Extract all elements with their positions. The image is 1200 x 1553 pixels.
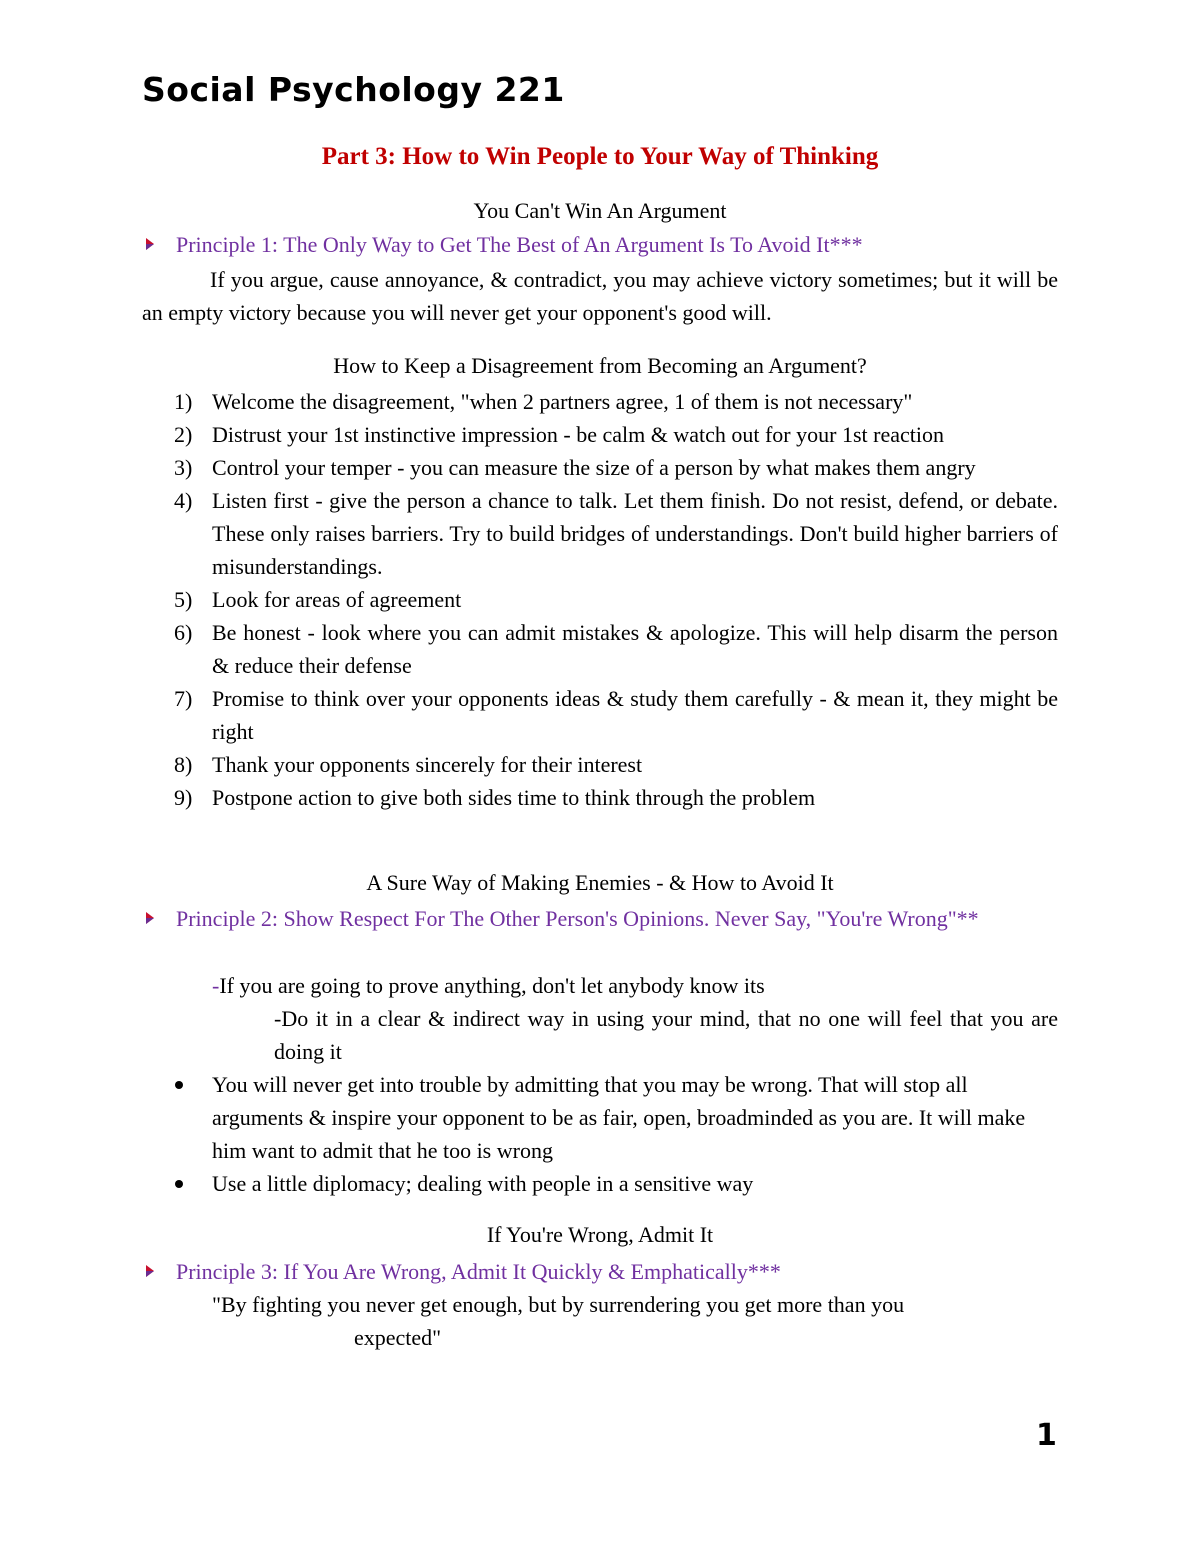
principle-1 (142, 228, 1058, 261)
section3-subpoint-2: -Do it in a clear & indirect way in using your mind, that no one will feel that you are doing it (274, 1006, 1058, 1064)
document-title: Social Psychology 221 (142, 70, 565, 109)
list-item (142, 616, 1058, 682)
list-item-text: Listen first - give the person a chance to talk. Let them finish. Do not resist, defend, or debate. These only raises barriers. Try to build bridges of understandings. Don't build higher barriers of misunderstandings. (212, 488, 1058, 579)
bullet-dot-icon (175, 1180, 183, 1188)
list-item-text: Control your temper - you can measure the size of a person by what makes them angry (212, 455, 976, 480)
list-item-text: Look for areas of agreement (212, 587, 462, 612)
list-item-number: 9) (174, 785, 193, 810)
section3-subpoint-1-text: If you are going to prove anything, don't let anybody know its (219, 973, 765, 998)
principle-2 (142, 902, 1058, 935)
bullet-item-text: You will never get into trouble by admitting that you may be wrong. That will stop all arguments & inspire your opponent to be as fair, open, broadminded as you are. It will make him want to admit that he too is wrong (212, 1072, 1026, 1163)
list-item-text: Thank your opponents sincerely for their interest (212, 752, 643, 777)
dash-marker: - (212, 973, 220, 998)
list-item-text: Promise to think over your opponents ideas & study them carefully - & mean it, they might be right (212, 686, 1058, 744)
section3-bullet-list (142, 1068, 1058, 1200)
list-item-number: 6) (174, 620, 193, 645)
list-item (142, 748, 1058, 781)
list-item-text: Be honest - look where you can admit mistakes & apologize. This will help disarm the person & reduce their defense (212, 620, 1058, 678)
list-item-text: Welcome the disagreement, "when 2 partners agree, 1 of them is not necessary" (212, 389, 913, 414)
section1-paragraph (142, 263, 1058, 329)
bullet-dot-icon (175, 1081, 183, 1089)
principle-3-text: Principle 3: If You Are Wrong, Admit It Quickly & Emphatically*** (176, 1259, 781, 1284)
section-heading-cant-win: You Can't Win An Argument (473, 198, 727, 223)
page-number: 1 (1036, 1418, 1057, 1453)
list-item-number: 3) (174, 455, 193, 480)
list-item-number: 4) (174, 488, 193, 513)
section1-paragraph-text: If you argue, cause annoyance, & contradict, you may achieve victory sometimes; but it will be an empty victory because you will never get your opponent's good will. (142, 267, 1058, 325)
section-heading-admit-it: If You're Wrong, Admit It (486, 1222, 714, 1247)
list-item (142, 385, 1058, 418)
list-item (142, 682, 1058, 748)
list-item (142, 418, 1058, 451)
bullet-item-text: Use a little diplomacy; dealing with people in a sensitive way (212, 1171, 754, 1196)
list-item-number: 8) (174, 752, 193, 777)
quote-line-1: "By fighting you never get enough, but by surrendering you get more than you (212, 1292, 905, 1317)
list-item-text: Postpone action to give both sides time to think through the problem (212, 785, 816, 810)
list-item (142, 583, 1058, 616)
part-title: Part 3: How to Win People to Your Way of Thinking (321, 143, 879, 170)
list-item-number: 5) (174, 587, 193, 612)
list-item (142, 451, 1058, 484)
list-item-number: 7) (174, 686, 193, 711)
list-item (142, 484, 1058, 583)
list-item-number: 1) (174, 389, 193, 414)
list-item (142, 781, 1058, 814)
arrow-bullet-icon (142, 910, 158, 926)
bullet-item (142, 1068, 1058, 1167)
quote-line-2: expected" (354, 1325, 442, 1350)
bullet-item (142, 1167, 1058, 1200)
disagreement-list (142, 385, 1058, 814)
section-heading-disagreement: How to Keep a Disagreement from Becoming an Argument? (333, 353, 867, 378)
principle-2-text: Principle 2: Show Respect For The Other Person's Opinions. Never Say, "You're Wrong"** (176, 906, 979, 931)
list-item-number: 2) (174, 422, 193, 447)
arrow-bullet-icon (142, 1263, 158, 1279)
principle-1-text: Principle 1: The Only Way to Get The Best of An Argument Is To Avoid It*** (176, 232, 863, 257)
section3-subpoint-1 (212, 969, 1058, 1002)
list-item-text: Distrust your 1st instinctive impression - be calm & watch out for your 1st reaction (212, 422, 944, 447)
principle-3 (142, 1255, 1058, 1288)
arrow-bullet-icon (142, 236, 158, 252)
section-heading-making-enemies: A Sure Way of Making Enemies - & How to Avoid It (366, 870, 834, 895)
